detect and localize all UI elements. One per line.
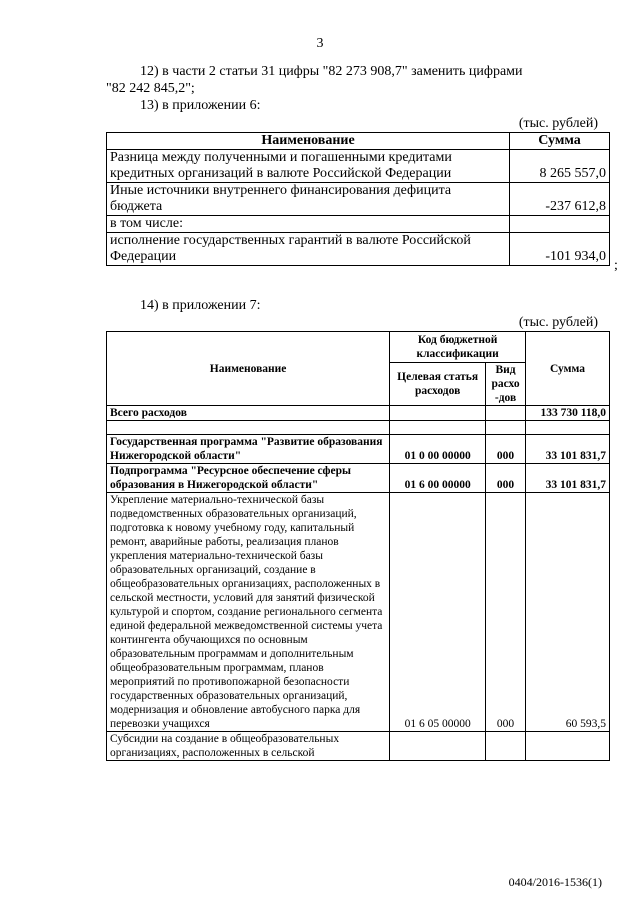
table1-header-name: Наименование — [107, 133, 510, 150]
table2-cell-name: Государственная программа "Развитие образования Нижегородской области" — [107, 435, 390, 464]
table2-cell-name — [107, 421, 390, 435]
table2-header-sum: Сумма — [526, 332, 610, 406]
table1-cell-sum: -101 934,0 — [510, 233, 610, 266]
table2-row — [107, 406, 610, 421]
table1-row — [107, 233, 610, 266]
table2-cell-name: Всего расходов — [107, 406, 390, 421]
item-14: 14) в приложении 7: — [140, 298, 261, 313]
item-12-line2: "82 242 845,2"; — [106, 81, 195, 96]
table2-cell-target — [390, 732, 486, 761]
table2-cell-kind: 000 — [486, 464, 526, 493]
table-appendix-6 — [106, 132, 610, 266]
page-number: 3 — [316, 36, 324, 51]
table2-cell-sum: 33 101 831,7 — [526, 435, 610, 464]
table2-unit: (тыс. рублей) — [518, 315, 598, 330]
table2-cell-name: Подпрограмма "Ресурсное обеспечение сферы образования в Нижегородской области" — [107, 464, 390, 493]
table2-cell-target: 01 6 05 00000 — [390, 493, 486, 732]
table2-cell-name: Субсидии на создание в общеобразовательных организациях, расположенных в сельской — [107, 732, 390, 761]
table1-cell-name: исполнение государственных гарантий в валюте Российской Федерации — [107, 233, 510, 266]
table2-row — [107, 435, 610, 464]
table2-row — [107, 421, 610, 435]
table2-cell-sum — [526, 421, 610, 435]
table2-cell-kind — [486, 732, 526, 761]
table1-cell-name: Иные источники внутреннего финансирования дефицита бюджета — [107, 183, 510, 216]
table1-cell-sum — [510, 216, 610, 233]
item-13: 13) в приложении 6: — [140, 98, 261, 113]
table2-cell-sum: 133 730 118,0 — [526, 406, 610, 421]
table2-cell-target — [390, 421, 486, 435]
document-footer-code: 0404/2016-1536(1) — [508, 875, 602, 889]
table2-header-kind: Вид расхо -дов — [486, 363, 526, 406]
table1-trailing-semicolon: ; — [614, 258, 618, 273]
table2-cell-sum: 33 101 831,7 — [526, 464, 610, 493]
table2-row — [107, 732, 610, 761]
table2-cell-kind — [486, 406, 526, 421]
table2-cell-name: Укрепление материально-технической базы подведомственных образовательных организаций, подготовка к новому учебному году, капитальный ремонт, аварийные работы, реализация планов укрепления материально-технической базы образовательных организаций, создание в общеобразовательных организациях, расположенных в сельской местности, условий для занятий физической культурой и спортом, создание регионального сегмента единой федеральной межведомственной системы учета контингента обучающихся по основным образовательным программам и дополнительным общеобразовательным программам, планов мероприятий по противопожарной безопасности государственных образовательных организаций, модернизация и обновление автобусного парка для перевозки учащихся — [107, 493, 390, 732]
table2-row — [107, 464, 610, 493]
table2-header-name: Наименование — [107, 332, 390, 406]
table1-cell-name: в том числе: — [107, 216, 510, 233]
table2-header-target: Целевая статья расходов — [390, 363, 486, 406]
table2-cell-kind: 000 — [486, 493, 526, 732]
table2-cell-sum: 60 593,5 — [526, 493, 610, 732]
table2-cell-target: 01 0 00 00000 — [390, 435, 486, 464]
table1-cell-sum: -237 612,8 — [510, 183, 610, 216]
table1-row — [107, 150, 610, 183]
table1-row — [107, 183, 610, 216]
table2-cell-target: 01 6 00 00000 — [390, 464, 486, 493]
table2-cell-target — [390, 406, 486, 421]
table1-header-sum: Сумма — [510, 133, 610, 150]
table2-row — [107, 493, 610, 732]
table2-cell-kind — [486, 421, 526, 435]
table2-header-code: Код бюджетной классификации — [390, 332, 526, 363]
table-appendix-7 — [106, 331, 610, 761]
table2-cell-sum — [526, 732, 610, 761]
table1-row — [107, 216, 610, 233]
table2-cell-kind: 000 — [486, 435, 526, 464]
table1-cell-sum: 8 265 557,0 — [510, 150, 610, 183]
table1-cell-name: Разница между полученными и погашенными кредитами кредитных организаций в валюте Российской Федерации — [107, 150, 510, 183]
table1-unit: (тыс. рублей) — [518, 116, 598, 131]
item-12-line1: 12) в части 2 статьи 31 цифры "82 273 908,7" заменить цифрами — [140, 64, 523, 79]
